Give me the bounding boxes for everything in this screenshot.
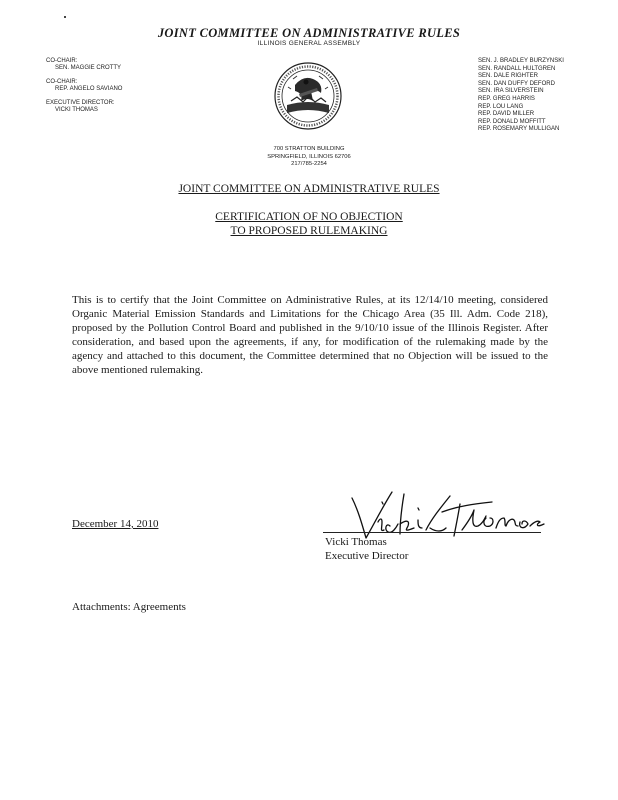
- signature-date: December 14, 2010: [72, 518, 159, 530]
- co-chair-label: CO-CHAIR:: [46, 58, 78, 64]
- letterhead-members: [478, 58, 564, 134]
- certification-body: This is to certify that the Joint Committee on Administrative Rules, at its 12/14/10 meeting, considered Organic Material Emission Standards and Limitations for the Chicago Area (35 Ill. Adm. Code 218), proposed by the Pollution Control Board and published in the 9/10/10 issue of the Illinois Register. After consideration, and based upon the agreements, if any, for modification of the rulemaking made by the agency and attached to this document, the Committee determined that no Objection will be issued to the above mentioned rulemaking.: [72, 294, 548, 376]
- certification-title: [0, 211, 618, 238]
- co-chair-block: [46, 58, 122, 72]
- letterhead-title: JOINT COMMITTEE ON ADMINISTRATIVE RULES: [157, 26, 461, 40]
- document-heading: JOINT COMMITTEE ON ADMINISTRATIVE RULES: [178, 183, 440, 195]
- member-name: REP. GREG HARRIS: [478, 95, 535, 102]
- co-chair-name: SEN. MAGGIE CROTTY: [55, 65, 122, 71]
- member-name: REP. LOU LANG: [478, 103, 524, 110]
- certification-line: CERTIFICATION OF NO OBJECTION: [215, 211, 403, 223]
- certification-line: TO PROPOSED RULEMAKING: [230, 224, 388, 237]
- state-seal-icon: [273, 61, 343, 131]
- address-line: 700 STRATTON BUILDING: [273, 146, 345, 152]
- co-chair2-block: [46, 79, 122, 93]
- co-chair2-name: REP. ANGELO SAVIANO: [55, 86, 123, 92]
- address-line: SPRINGFIELD, ILLINOIS 62706: [267, 153, 351, 160]
- letterhead-address: [0, 146, 618, 169]
- member-name: SEN. IRA SILVERSTEIN: [478, 88, 544, 95]
- signer-name: Vicki Thomas: [325, 536, 387, 548]
- co-chair2-label: CO-CHAIR:: [46, 79, 78, 85]
- signature-line: [323, 532, 541, 533]
- executive-director-name: VICKI THOMAS: [55, 107, 98, 113]
- member-name: REP. ROSEMARY MULLIGAN: [478, 126, 560, 133]
- letterhead-subtitle: ILLINOIS GENERAL ASSEMBLY: [257, 40, 361, 47]
- scan-speck: [64, 16, 66, 18]
- member-name: REP. DAVID MILLER: [478, 111, 535, 118]
- member-name: REP. DONALD MOFFITT: [478, 118, 546, 125]
- attachments-note: Attachments: Agreements: [72, 601, 186, 613]
- executive-director-label: EXECUTIVE DIRECTOR:: [46, 100, 115, 106]
- signer-title: Executive Director: [325, 549, 409, 562]
- member-name: SEN. DAN DUFFY DEFORD: [478, 80, 555, 87]
- executive-director-block: [46, 100, 122, 114]
- letterhead-officers: [46, 58, 122, 121]
- member-name: SEN. J. BRADLEY BURZYNSKI: [478, 58, 564, 64]
- member-name: SEN. RANDALL HULTGREN: [478, 65, 556, 72]
- member-name: SEN. DALE RIGHTER: [478, 73, 539, 80]
- signer-block: [325, 536, 408, 563]
- address-line: 217/785-2254: [291, 161, 327, 167]
